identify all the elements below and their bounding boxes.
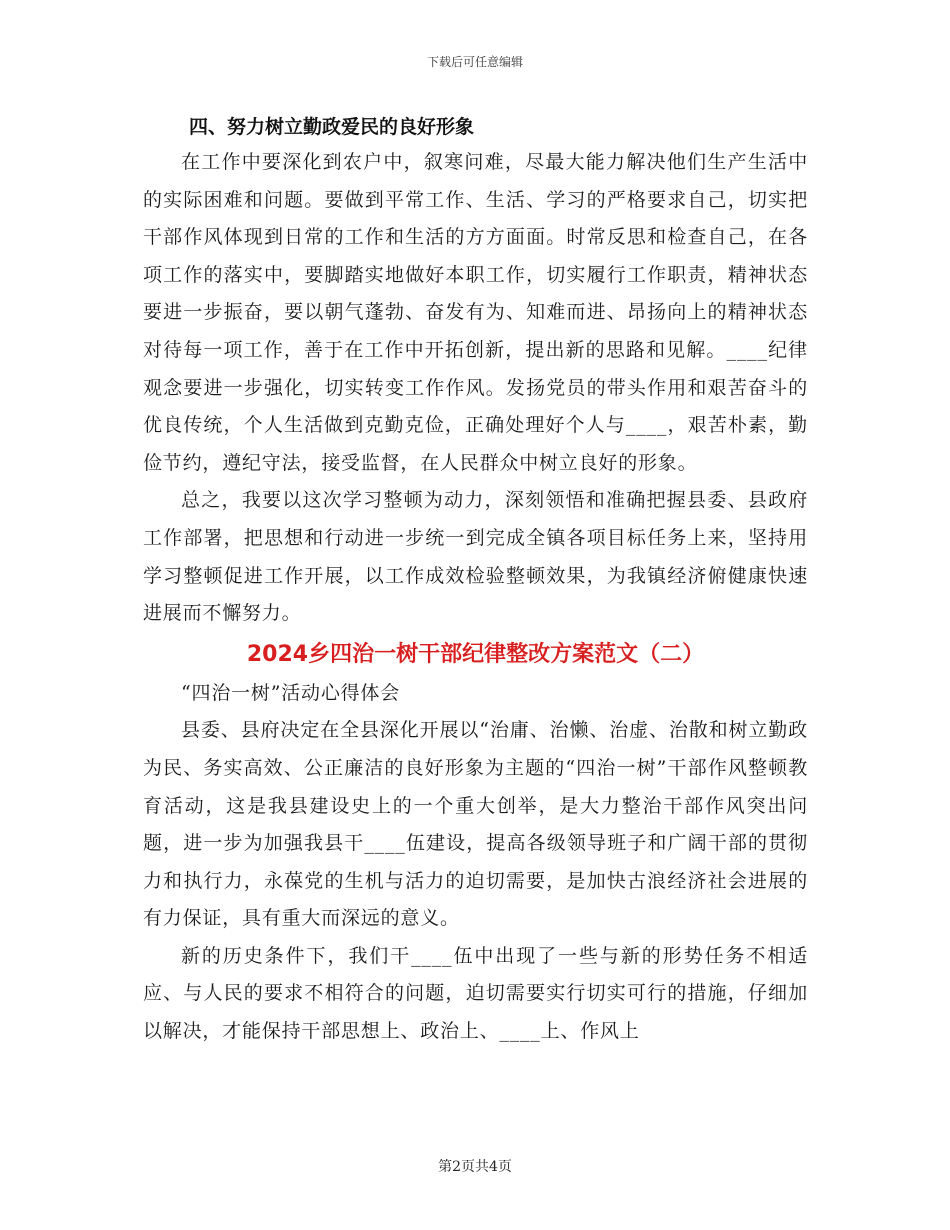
document-body [143,112,808,1051]
article-paragraph-1: 县委、县府决定在全县深化开展以“治庸、治懒、治虚、治散和树立勤政为民、务实高效、公正廉洁的良好形象为主题的“四治一树”干部作风整顿教育活动，这是我县建设史上的一个重大创举，是大力整治干部作风突出问题，进一步为加强我县干____伍建设，提高各级领导班子和广阔干部的贯彻力和执行力，永葆党的生机与活力的迫切需要，是加快古浪经济社会进展的有力保证，具有重大而深远的意义。 [143,719,808,930]
section-paragraph-1: 在工作中要深化到农户中，叙寒问难，尽最大能力解决他们生产生活中的实际困难和问题。要做到平常工作、生活、学习的严格要求自己，切实把干部作风体现到日常的工作和生活的方方面面。时常反思和检查自己，在各项工作的落实中，要脚踏实地做好本职工作，切实履行工作职责，精神状态要进一步振奋，要以朝气蓬勃、奋发有为、知难而进、昂扬向上的精神状态对待每一项工作，善于在工作中开拓创新，提出新的思路和见解。____纪律观念要进一步强化，切实转变工作作风。发扬党员的带头作用和艰苦奋斗的优良传统，个人生活做到克勤克俭，正确处理好个人与____，艰苦朴素，勤俭节约，遵纪守法，接受监督，在人民群众中树立良好的形象。 [143,151,808,474]
article-title: 2024乡四治一树干部纪律整改方案范文（二） [246,641,705,667]
section-heading: 四、努力树立勤政爱民的良好形象 [189,116,475,138]
article-subtitle: “四治一树”活动心得体会 [181,681,401,704]
page-header-note: 下载后可任意编辑 [426,55,523,69]
section-paragraph-2: 总之，我要以这次学习整顿为动力，深刻领悟和准确把握县委、县政府工作部署，把思想和行动进一步统一到完成全镇各项目标任务上来，坚持用学习整顿促进工作开展，以工作成效检验整顿效果，为我镇经济俯健康快速进展而不懈努力。 [143,489,808,625]
page-number: 第2页共4页 [438,1159,512,1175]
article-paragraph-2: 新的历史条件下，我们干____伍中出现了一些与新的形势任务不相适应、与人民的要求不相符合的问题，迫切需要实行切实可行的措施，仔细加以解决，才能保持干部思想上、政治上、____上、作风上 [143,944,808,1043]
